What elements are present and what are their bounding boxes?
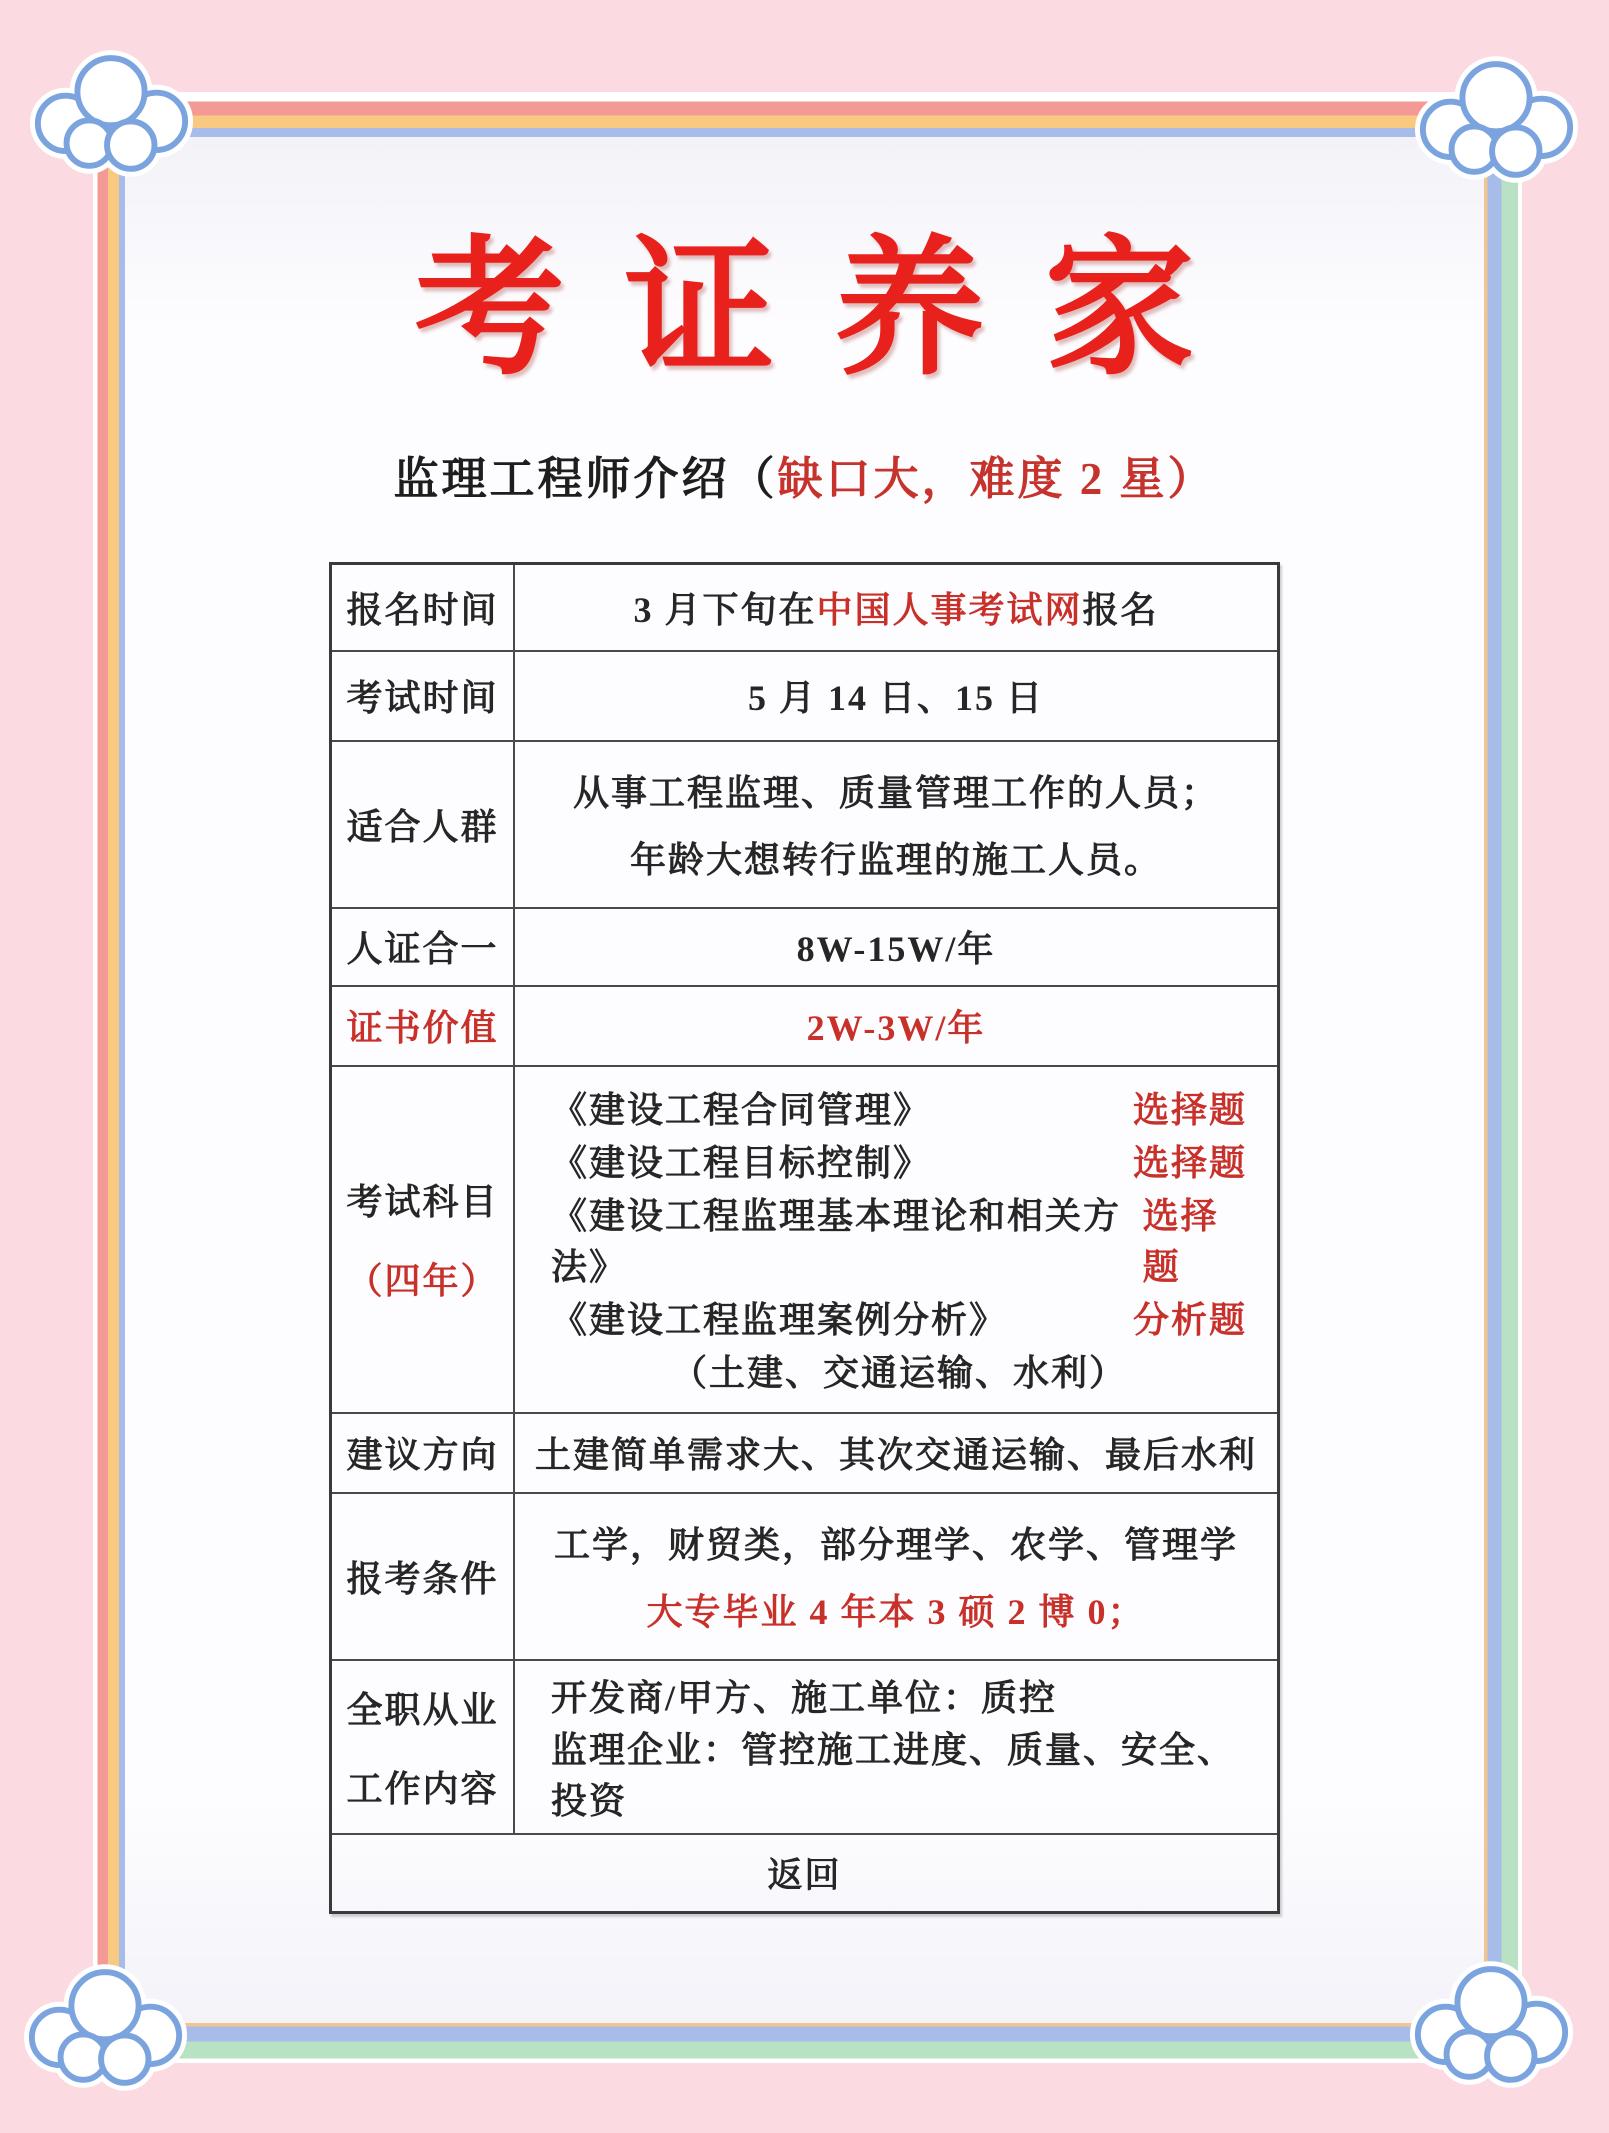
subject-name: 《建设工程合同管理》: [551, 1090, 932, 1131]
signup-site-highlight: 中国人事考试网: [816, 589, 1083, 630]
back-button[interactable]: 返回: [767, 1855, 842, 1895]
work-label-1: 全职从业: [346, 1689, 499, 1730]
subject-tag: 选择题: [1132, 1090, 1247, 1131]
rainbow-border-bottom: [126, 2023, 1522, 2063]
subject-tag: 选择题: [1132, 1143, 1247, 1184]
work-line-2: 监理企业：管控施工进度、质量、安全、投资: [551, 1729, 1236, 1821]
subject-name: 《建设工程监理基本理论和相关方法》: [551, 1195, 1122, 1287]
subject-name: 《建设工程监理案例分析》: [551, 1299, 1008, 1340]
signup-suffix: 报名: [1082, 589, 1159, 630]
requirements-line-2: 大专毕业 4 年本 3 硕 2 博 0；: [646, 1591, 1146, 1632]
row-value: 5 月 14 日、15 日: [747, 678, 1044, 718]
table-row-footer: [332, 1833, 1277, 1911]
table-row-exam-time: [332, 650, 1277, 740]
table-row-person-cert: [332, 907, 1277, 985]
table-row-cert-value: [332, 985, 1277, 1065]
requirements-line-1: 工学，财贸类，部分理学、农学、管理学: [553, 1525, 1238, 1566]
row-value: 8W-15W/年: [796, 929, 996, 969]
subject-item: [551, 1188, 1247, 1290]
row-label: 人证合一: [332, 909, 515, 985]
signup-prefix: 3 月下旬在: [633, 589, 817, 630]
subjects-label-note: （四年）: [346, 1261, 499, 1301]
subjects-note: （土建、交通运输、水利）: [670, 1352, 1127, 1393]
cloud-icon-bottom-right: [1408, 1955, 1576, 2089]
subtitle-prefix: 监理工程师介绍（: [393, 453, 778, 504]
subject-item: [551, 1135, 1247, 1186]
rainbow-border-top: [93, 92, 1522, 137]
cloud-icon-top-left: [28, 44, 196, 178]
work-line-1: 开发商/甲方、施工单位：质控: [551, 1677, 1058, 1718]
cloud-icon-top-right: [1413, 50, 1581, 184]
row-value: 土建简单需求大、其次交通运输、最后水利: [534, 1435, 1257, 1475]
subject-tag: 选择题: [1142, 1195, 1219, 1287]
table-row-direction: [332, 1412, 1277, 1492]
rainbow-border-right: [1484, 137, 1522, 2063]
cloud-icon-bottom-left: [22, 1958, 190, 2092]
table-row-exam-subjects: [332, 1065, 1277, 1412]
row-value: [515, 742, 1277, 907]
page-subtitle: [125, 452, 1484, 506]
row-value: [515, 1067, 1277, 1412]
table-row-signup-time: [332, 565, 1277, 650]
page-title: 考证养家: [414, 227, 1255, 393]
row-label: 报考条件: [332, 1494, 515, 1659]
row-label: 适合人群: [332, 742, 515, 907]
suitable-line-1: 从事工程监理、质量管理工作的人员；: [572, 773, 1219, 814]
subject-tag: 分析题: [1132, 1299, 1247, 1340]
row-value: 2W-3W/年: [806, 1008, 986, 1048]
table-row-suitable-people: [332, 740, 1277, 907]
row-value: [515, 565, 1277, 650]
subjects-label: 考试科目: [346, 1182, 499, 1222]
suitable-line-2: 年龄大想转行监理的施工人员。: [629, 839, 1162, 880]
row-value: [515, 1661, 1277, 1833]
subtitle-highlight: 缺口大，难度 2 星）: [777, 453, 1216, 504]
work-label-2: 工作内容: [346, 1768, 499, 1809]
subject-name: 《建设工程目标控制》: [551, 1143, 932, 1184]
row-label: [332, 1067, 515, 1412]
subject-item: [551, 1292, 1247, 1343]
row-label: 证书价值: [332, 987, 515, 1065]
table-row-work-content: [332, 1659, 1277, 1833]
subject-item: [551, 1082, 1247, 1133]
row-label: 考试时间: [332, 652, 515, 740]
info-table: [329, 562, 1280, 1914]
row-label: 建议方向: [332, 1414, 515, 1492]
row-label: 报名时间: [332, 565, 515, 650]
row-value: [515, 1494, 1277, 1659]
table-row-requirements: [332, 1492, 1277, 1659]
rainbow-border-left: [93, 92, 126, 2063]
row-label: [332, 1661, 515, 1833]
content-panel: [125, 137, 1484, 2023]
